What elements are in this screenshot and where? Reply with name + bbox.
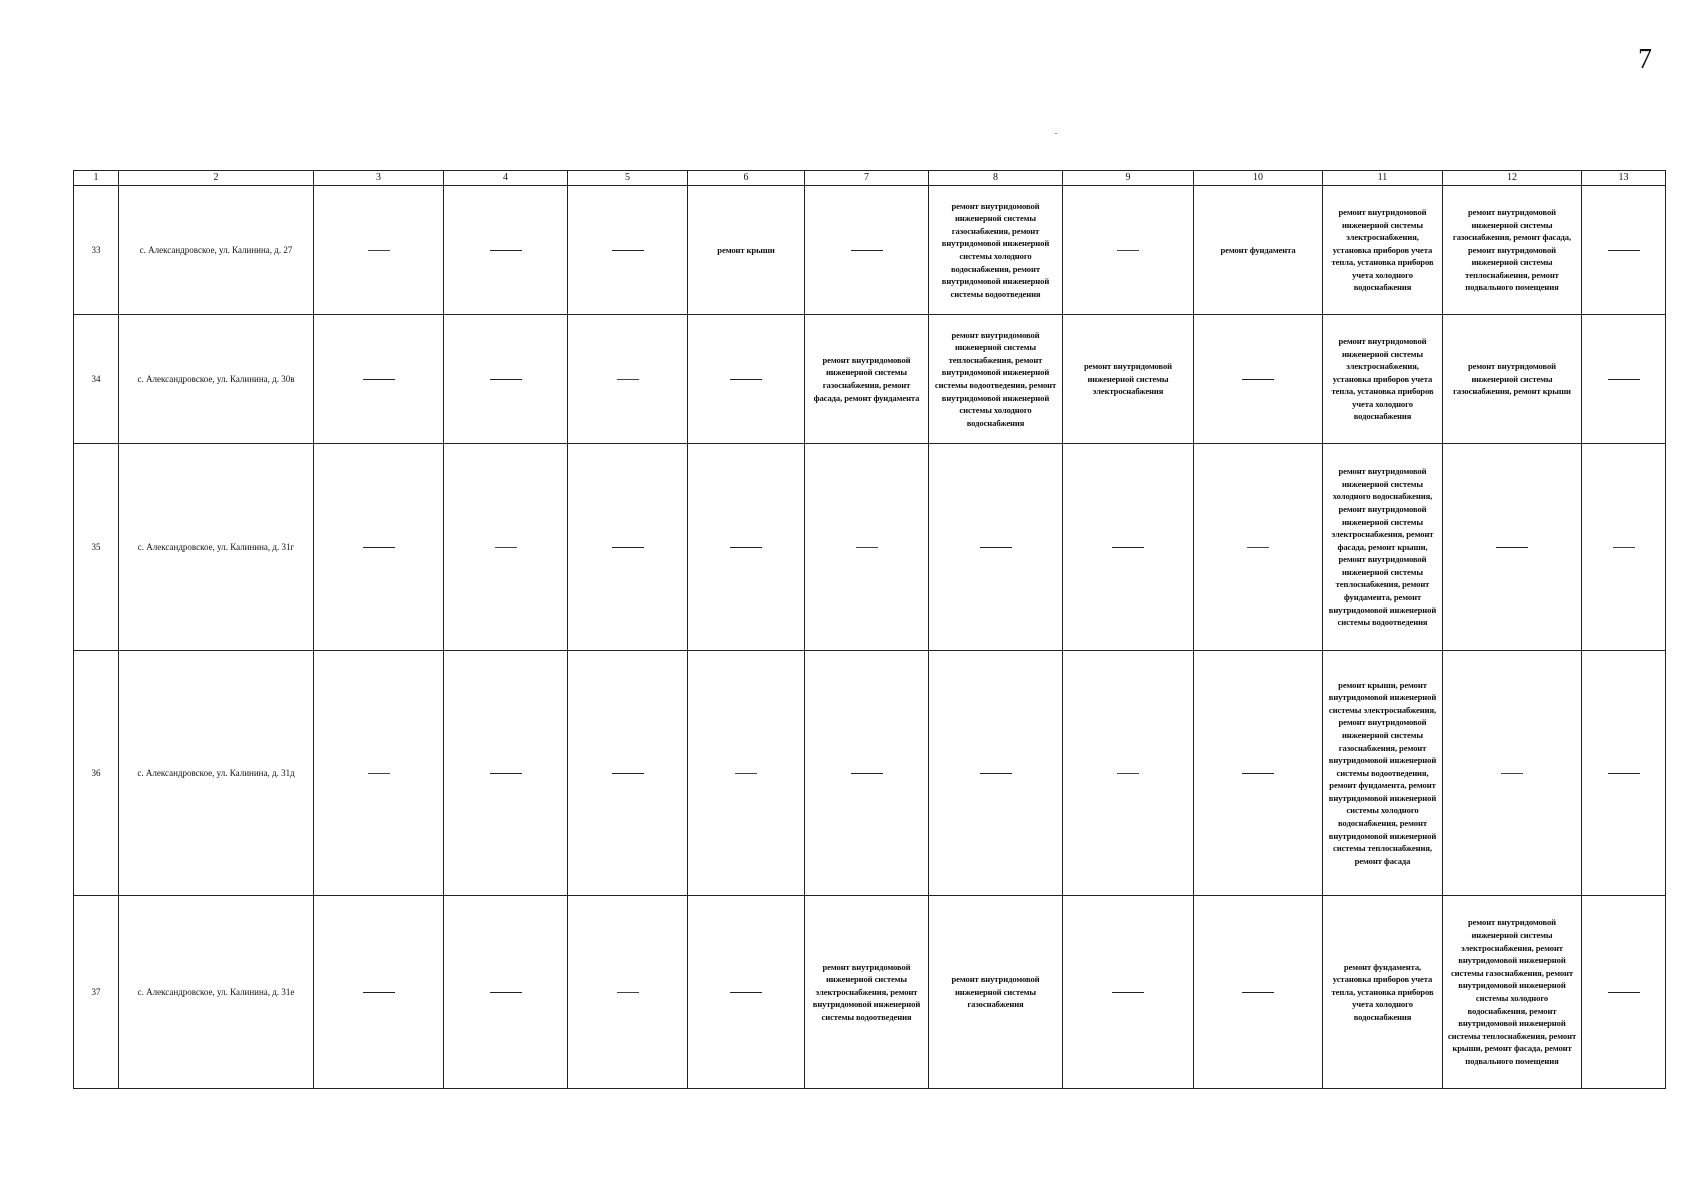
empty-dash	[490, 773, 522, 774]
row-number: 35	[74, 444, 119, 651]
empty-dash	[856, 547, 878, 548]
empty-dash	[735, 773, 757, 774]
repair-cell-col-4	[444, 444, 568, 651]
empty-dash	[368, 773, 390, 774]
repair-cell-col-12	[1443, 315, 1582, 444]
repair-cell-col-12	[1443, 186, 1582, 315]
empty-dash	[980, 547, 1012, 548]
repair-text: ремонт внутридомовой инженерной системы газоснабжения	[951, 974, 1040, 1010]
repair-cell-col-11	[1323, 315, 1443, 444]
row-number: 36	[74, 651, 119, 896]
col-header: 2	[119, 171, 314, 186]
empty-dash	[1608, 773, 1640, 774]
repair-text: ремонт внутридомовой инженерной системы газоснабжения, ремонт фасада, ремонт внутридомовой инженерной системы теплоснабжения, ремонт подвального помещения	[1452, 206, 1572, 293]
row-number: 37	[74, 896, 119, 1089]
repair-cell-col-7	[805, 186, 929, 315]
repair-text: ремонт внутридомовой инженерной системы электроснабжения, ремонт внутридомовой инженерной системы газоснабжения, ремонт внутридомовой инженерной системы холодного водоснабжения, ремонт внутридомовой инженерной системы теплоснабжения, ремонт крыши, ремонт фасада, ремонт подвального помещения	[1447, 917, 1577, 1066]
empty-dash	[1242, 992, 1274, 993]
empty-dash	[1112, 547, 1144, 548]
repair-cell-col-8	[929, 186, 1063, 315]
empty-dash	[363, 992, 395, 993]
repair-cell-col-7	[805, 444, 929, 651]
repair-cell-col-3	[314, 186, 444, 315]
repair-cell-col-9	[1063, 315, 1194, 444]
repair-cell-col-6	[688, 896, 805, 1089]
repair-cell-col-11	[1323, 651, 1443, 896]
repair-cell-col-9	[1063, 651, 1194, 896]
empty-dash	[851, 250, 883, 251]
repair-cell-col-10	[1194, 896, 1323, 1089]
repair-text: ремонт фундамента	[1220, 244, 1296, 255]
address-cell: с. Александровское, ул. Калинина, д. 30в	[119, 315, 314, 444]
repair-cell-col-11	[1323, 896, 1443, 1089]
repair-cell-col-3	[314, 896, 444, 1089]
repair-cell-col-3	[314, 444, 444, 651]
empty-dash	[1117, 773, 1139, 774]
empty-dash	[1613, 547, 1635, 548]
empty-dash	[1608, 250, 1640, 251]
empty-dash	[363, 547, 395, 548]
empty-dash	[490, 250, 522, 251]
empty-dash	[1608, 379, 1640, 380]
col-header: 7	[805, 171, 929, 186]
empty-dash	[612, 250, 644, 251]
repair-cell-col-13	[1582, 186, 1666, 315]
repair-cell-col-6	[688, 315, 805, 444]
empty-dash	[1242, 773, 1274, 774]
col-header: 8	[929, 171, 1063, 186]
repair-cell-col-13	[1582, 315, 1666, 444]
repair-cell-col-10	[1194, 444, 1323, 651]
repair-cell-col-9	[1063, 186, 1194, 315]
empty-dash	[730, 992, 762, 993]
repair-cell-col-11	[1323, 186, 1443, 315]
col-header: 12	[1443, 171, 1582, 186]
empty-dash	[1112, 992, 1144, 993]
address-cell: с. Александровское, ул. Калинина, д. 27	[119, 186, 314, 315]
scan-artifact	[1055, 133, 1057, 134]
repair-cell-col-10	[1194, 186, 1323, 315]
table-row	[74, 186, 1666, 315]
empty-dash	[1501, 773, 1523, 774]
repair-schedule-table	[73, 170, 1666, 1089]
repair-cell-col-5	[568, 651, 688, 896]
empty-dash	[612, 773, 644, 774]
empty-dash	[363, 379, 395, 380]
empty-dash	[1117, 250, 1139, 251]
address-cell: с. Александровское, ул. Калинина, д. 31д	[119, 651, 314, 896]
repair-cell-col-11	[1323, 444, 1443, 651]
empty-dash	[730, 379, 762, 380]
repair-text: ремонт крыши	[717, 244, 775, 255]
col-header: 10	[1194, 171, 1323, 186]
page-number: 7	[1638, 44, 1652, 75]
col-header: 4	[444, 171, 568, 186]
table-row	[74, 444, 1666, 651]
repair-cell-col-5	[568, 444, 688, 651]
table-row	[74, 651, 1666, 896]
repair-cell-col-8	[929, 444, 1063, 651]
repair-cell-col-10	[1194, 651, 1323, 896]
repair-cell-col-13	[1582, 444, 1666, 651]
empty-dash	[617, 992, 639, 993]
repair-cell-col-4	[444, 651, 568, 896]
repair-cell-col-12	[1443, 444, 1582, 651]
col-header: 5	[568, 171, 688, 186]
empty-dash	[368, 250, 390, 251]
repair-cell-col-3	[314, 315, 444, 444]
header-row	[74, 171, 1666, 186]
empty-dash	[495, 547, 517, 548]
repair-cell-col-5	[568, 896, 688, 1089]
col-header: 13	[1582, 171, 1666, 186]
empty-dash	[1608, 992, 1640, 993]
col-header: 11	[1323, 171, 1443, 186]
repair-text: ремонт крыши, ремонт внутридомовой инженерной системы электроснабжения, ремонт внутридомовой инженерной системы газоснабжения, ремонт внутридомовой инженерной системы водоотведения, ремонт фундамента, ремонт внутридомовой инженерной системы холодного водоснабжения, ремонт внутридомовой инженерной системы теплоснабжения, ремонт фасада	[1328, 679, 1437, 866]
address-cell: с. Александровское, ул. Калинина, д. 31г	[119, 444, 314, 651]
repair-cell-col-10	[1194, 315, 1323, 444]
repair-text: ремонт внутридомовой инженерной системы электроснабжения, установка приборов учета тепла, установка приборов учета холодного водоснабжения	[1331, 335, 1434, 422]
repair-cell-col-3	[314, 651, 444, 896]
repair-cell-col-6	[688, 444, 805, 651]
col-header: 3	[314, 171, 444, 186]
repair-cell-col-12	[1443, 651, 1582, 896]
repair-text: ремонт фундамента, установка приборов учета тепла, установка приборов учета холодного водоснабжения	[1331, 961, 1434, 1022]
empty-dash	[490, 992, 522, 993]
repair-cell-col-6	[688, 186, 805, 315]
table-row	[74, 315, 1666, 444]
repair-cell-col-12	[1443, 896, 1582, 1089]
col-header: 6	[688, 171, 805, 186]
repair-cell-col-4	[444, 186, 568, 315]
repair-cell-col-6	[688, 651, 805, 896]
repair-cell-col-8	[929, 651, 1063, 896]
empty-dash	[1247, 547, 1269, 548]
repair-cell-col-4	[444, 896, 568, 1089]
empty-dash	[730, 547, 762, 548]
repair-cell-col-8	[929, 896, 1063, 1089]
repair-text: ремонт внутридомовой инженерной системы газоснабжения, ремонт крыши	[1453, 361, 1571, 397]
empty-dash	[490, 379, 522, 380]
repair-text: ремонт внутридомовой инженерной системы холодного водоснабжения, ремонт внутридомовой инженерной системы электроснабжения, ремонт фасада, ремонт крыши, ремонт внутридомовой инженерной системы теплоснабжения, ремонт фундамента, ремонт внутридомовой инженерной системы водоотведения	[1328, 466, 1437, 628]
col-header: 9	[1063, 171, 1194, 186]
repair-text: ремонт внутридомовой инженерной системы электроснабжения, установка приборов учета тепла, установка приборов учета холодного водоснабжения	[1331, 206, 1434, 293]
repair-cell-col-5	[568, 186, 688, 315]
address-cell: с. Александровское, ул. Калинина, д. 31е	[119, 896, 314, 1089]
repair-text: ремонт внутридомовой инженерной системы газоснабжения, ремонт внутридомовой инженерной системы холодного водоснабжения, ремонт внутридомовой инженерной системы водоотведения	[941, 200, 1050, 299]
row-number: 33	[74, 186, 119, 315]
col-header: 1	[74, 171, 119, 186]
repair-cell-col-7	[805, 896, 929, 1089]
empty-dash	[612, 547, 644, 548]
repair-text: ремонт внутридомовой инженерной системы электроснабжения, ремонт внутридомовой инженерной системы водоотведения	[812, 961, 921, 1022]
table-row	[74, 896, 1666, 1089]
repair-cell-col-9	[1063, 896, 1194, 1089]
repair-cell-col-7	[805, 315, 929, 444]
repair-cell-col-5	[568, 315, 688, 444]
repair-cell-col-13	[1582, 651, 1666, 896]
repair-cell-col-9	[1063, 444, 1194, 651]
repair-cell-col-7	[805, 651, 929, 896]
empty-dash	[1496, 547, 1528, 548]
empty-dash	[980, 773, 1012, 774]
row-number: 34	[74, 315, 119, 444]
repair-cell-col-8	[929, 315, 1063, 444]
empty-dash	[617, 379, 639, 380]
empty-dash	[1242, 379, 1274, 380]
repair-text: ремонт внутридомовой инженерной системы электроснабжения	[1083, 361, 1173, 397]
repair-text: ремонт внутридомовой инженерной системы теплоснабжения, ремонт внутридомовой инженерной системы водоотведения, ремонт внутридомовой инженерной системы холодного водоснабжения	[934, 329, 1057, 428]
empty-dash	[851, 773, 883, 774]
repair-cell-col-13	[1582, 896, 1666, 1089]
repair-text: ремонт внутридомовой инженерной системы газоснабжения, ремонт фасада, ремонт фундамента	[813, 354, 920, 403]
repair-cell-col-4	[444, 315, 568, 444]
